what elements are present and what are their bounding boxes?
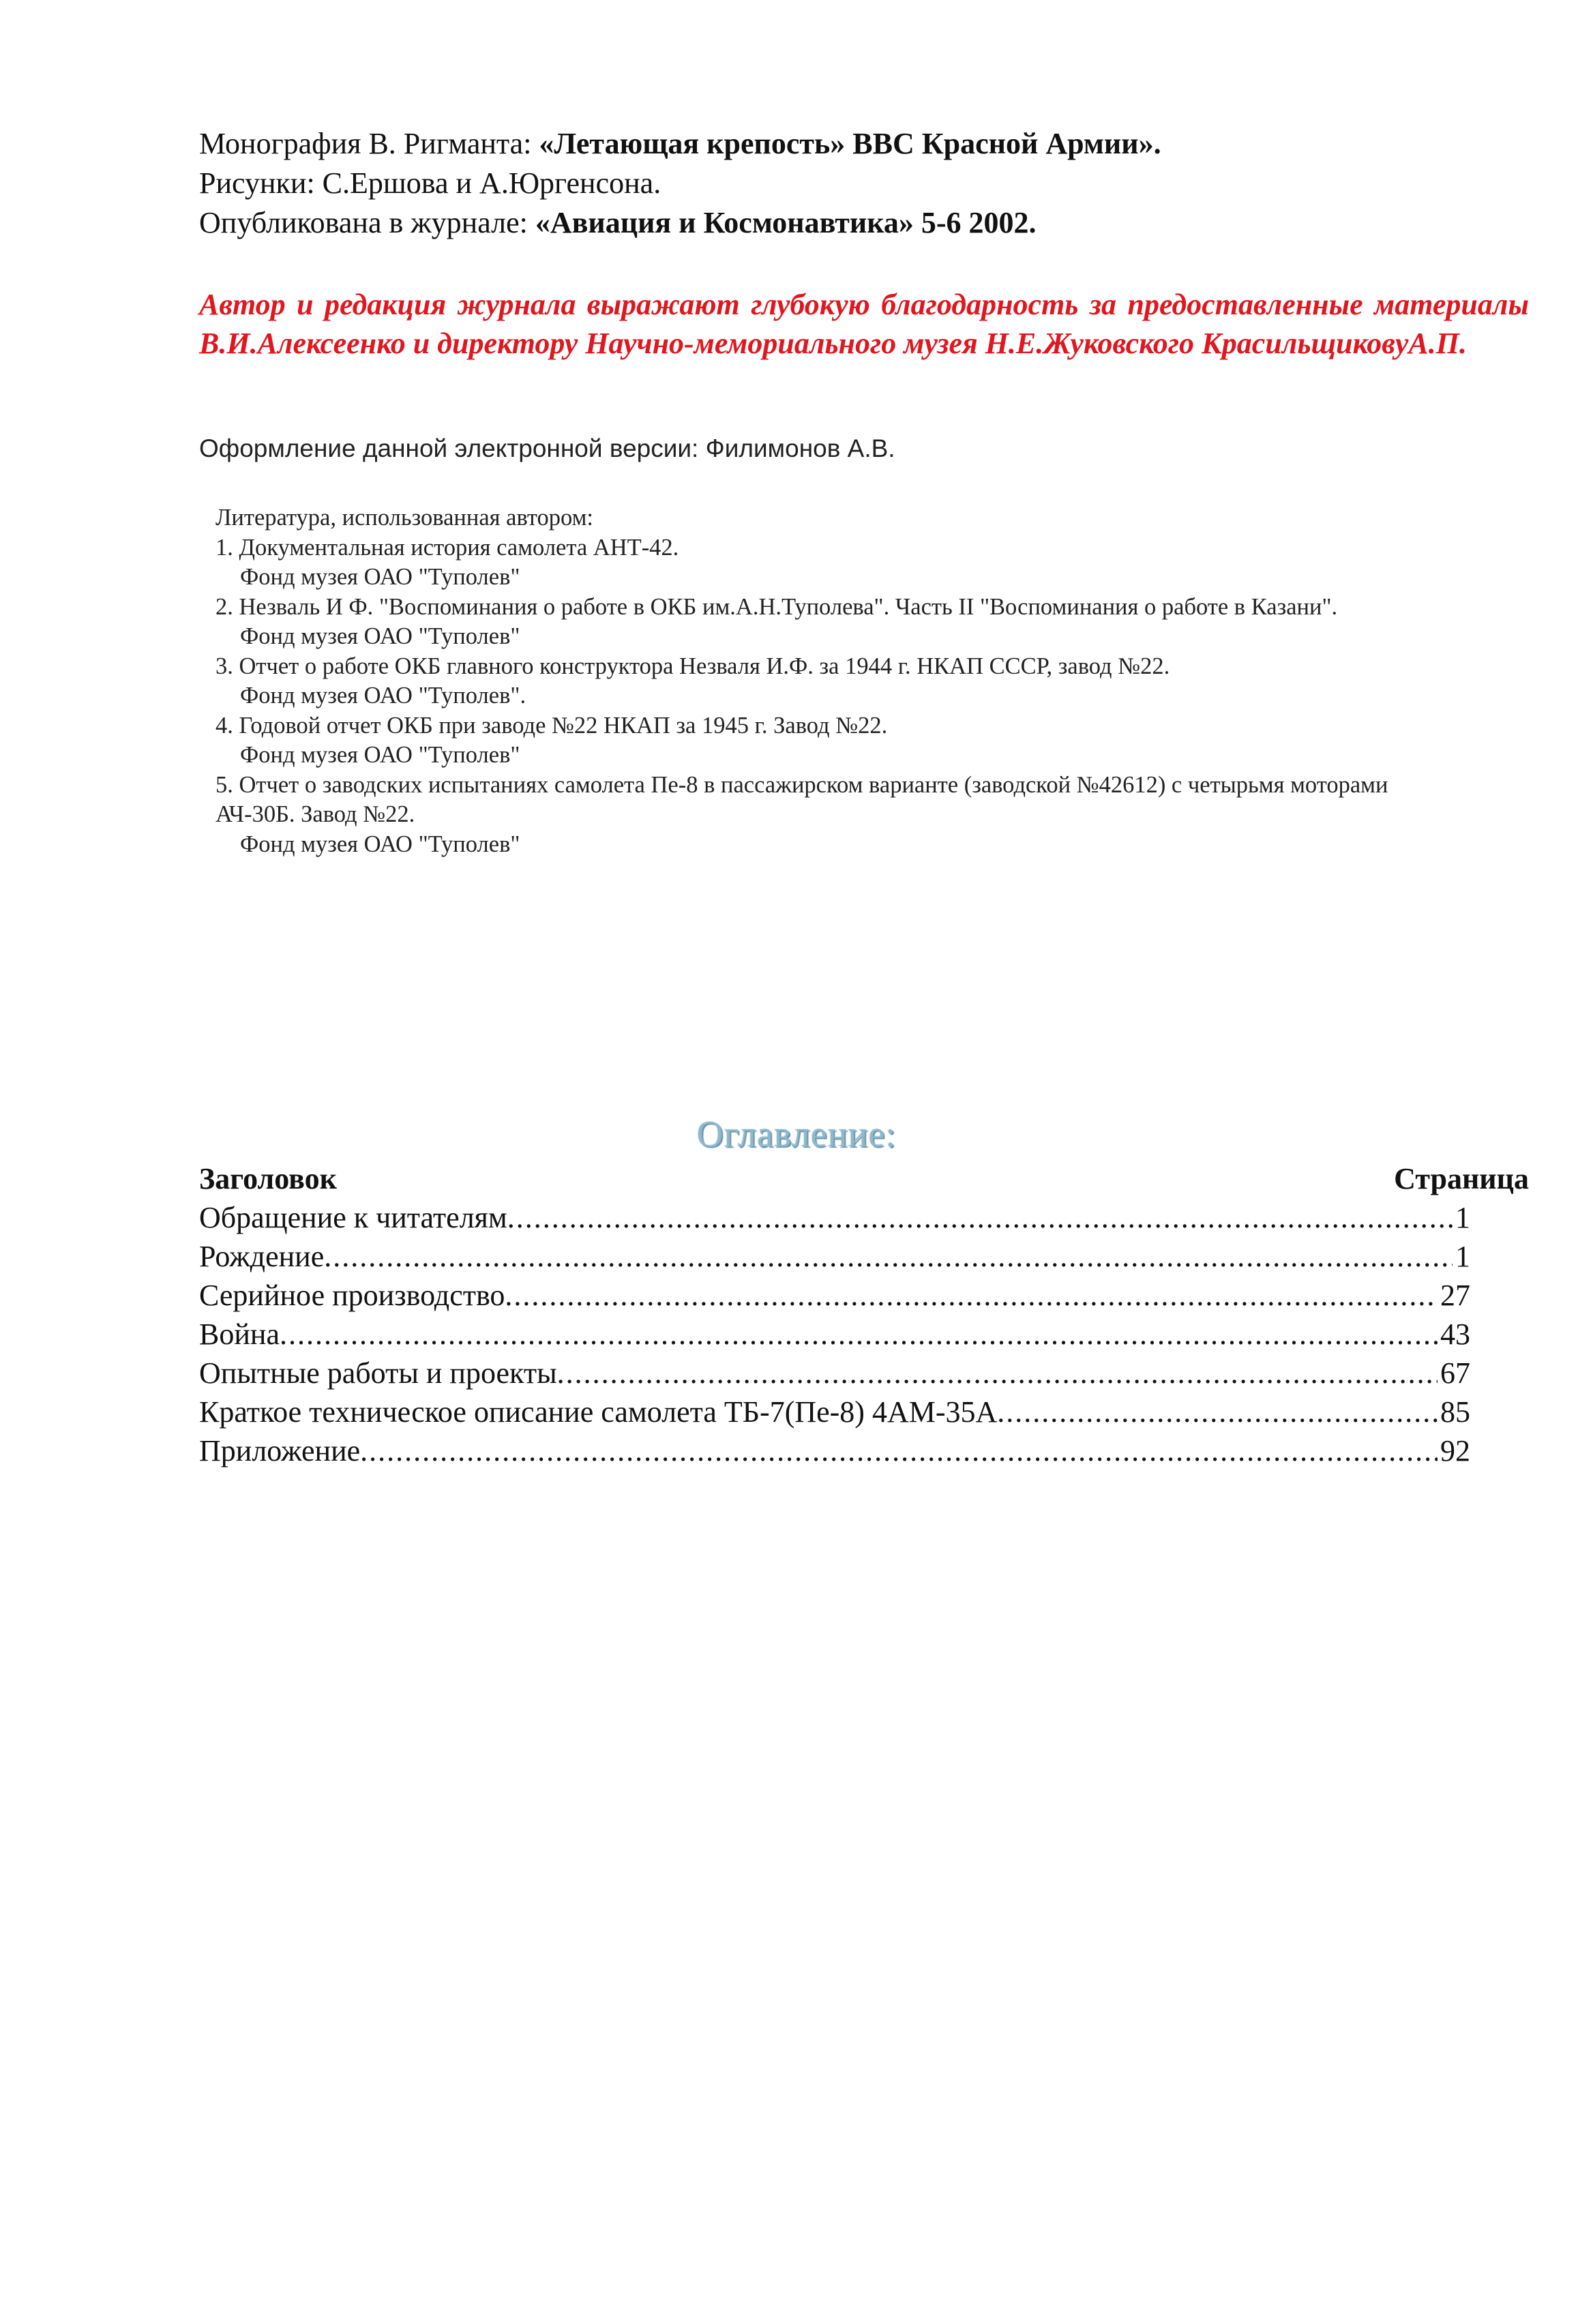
toc-entry-page: 1 xyxy=(1455,1240,1470,1273)
illustrations-line: Рисунки: С.Ершова и А.Юргенсона. xyxy=(199,166,661,200)
literature-item xyxy=(215,771,1525,860)
toc-entry-label: Война xyxy=(199,1317,280,1351)
literature-item-text: 5. Отчет о заводских испытаниях самолета Пе-8 в пассажирском варианте (заводской №42612) с четырьмя моторами xyxy=(215,771,1388,798)
acknowledgement-text: Автор и редакция журнала выражают глубокую благодарность за предоставленные материалы В.И.Алексеенко и директору Научно-мемориального музея Н.Е.Жуковского КрасильщиковуА.П. xyxy=(199,288,1529,360)
toc-header xyxy=(199,1159,1529,1198)
toc-leader-dots xyxy=(507,1198,1453,1237)
literature-list xyxy=(215,503,1525,859)
design-note: Оформление данной электронной версии: Филимонов А.В. xyxy=(199,434,895,462)
toc-entry[interactable] xyxy=(199,1431,1470,1470)
toc-entry[interactable] xyxy=(199,1392,1470,1431)
toc-entry[interactable] xyxy=(199,1237,1470,1276)
toc-entry-label: Рождение xyxy=(199,1240,325,1273)
monograph-line xyxy=(199,124,1529,164)
literature-item xyxy=(215,593,1525,652)
literature-item-source: Фонд музея ОАО "Туполев" xyxy=(240,831,520,857)
toc-entry[interactable] xyxy=(199,1276,1470,1315)
toc-entry-page: 27 xyxy=(1440,1279,1470,1312)
toc-title: Оглавление: xyxy=(696,1114,897,1154)
literature-item-source: Фонд музея ОАО "Туполев". xyxy=(240,683,526,709)
literature-item-source: Фонд музея ОАО "Туполев" xyxy=(240,564,520,590)
toc-leader-dots xyxy=(324,1237,1453,1276)
literature-item xyxy=(215,533,1525,593)
literature-item-text: 3. Отчет о работе ОКБ главного конструктора Незваля И.Ф. за 1944 г. НКАП СССР, завод №22. xyxy=(215,653,1170,679)
literature-item-text: 4. Годовой отчет ОКБ при заводе №22 НКАП за 1945 г. Завод №22. xyxy=(215,712,888,739)
published-prefix: Опубликована в журнале: xyxy=(199,206,535,239)
literature-item-source: Фонд музея ОАО "Туполев" xyxy=(240,623,520,649)
toc-leader-dots xyxy=(997,1392,1438,1431)
published-line xyxy=(199,203,1529,243)
toc-heading-column: Заголовок xyxy=(199,1162,337,1195)
literature-item-text-continued: АЧ-30Б. Завод №22. xyxy=(215,801,415,827)
toc-entry-label: Опытные работы и проекты xyxy=(199,1356,557,1390)
literature-item xyxy=(215,652,1525,711)
toc-entry[interactable] xyxy=(199,1198,1470,1237)
literature-heading: Литература, использованная автором: xyxy=(215,505,594,531)
toc-entry-page: 67 xyxy=(1440,1356,1470,1390)
toc-entry-label: Серийное производство xyxy=(199,1279,505,1312)
journal-title: «Авиация и Космонавтика» 5-6 2002. xyxy=(535,206,1037,239)
toc-entry-page: 85 xyxy=(1440,1395,1470,1429)
toc-entry-page: 92 xyxy=(1440,1434,1470,1468)
toc-entry-label: Приложение xyxy=(199,1434,361,1468)
toc-leader-dots xyxy=(557,1354,1438,1392)
toc-entry[interactable] xyxy=(199,1315,1470,1354)
monograph-title: «Летающая крепость» ВВС Красной Армии». xyxy=(539,127,1161,160)
literature-item-text: 1. Документальная история самолета АНТ-42. xyxy=(215,534,679,561)
literature-item-text: 2. Незваль И Ф. "Воспоминания о работе в ОКБ им.А.Н.Туполева". Часть II "Воспоминания о работе в Казани". xyxy=(215,593,1338,620)
toc-entry-page: 43 xyxy=(1440,1317,1470,1351)
table-of-contents xyxy=(199,1159,1529,1470)
monograph-prefix: Монография В. Ригманта: xyxy=(199,127,539,160)
toc-leader-dots xyxy=(505,1276,1438,1315)
toc-leader-dots xyxy=(280,1315,1438,1354)
toc-entry[interactable] xyxy=(199,1354,1470,1392)
literature-item-source: Фонд музея ОАО "Туполев" xyxy=(240,742,520,768)
toc-entry-label: Обращение к читателям xyxy=(199,1201,507,1234)
credits-block xyxy=(199,124,1529,243)
toc-page-column: Страница xyxy=(1394,1162,1529,1195)
toc-leader-dots xyxy=(360,1431,1438,1470)
toc-entry-label: Краткое техническое описание самолета ТБ-7(Пе-8) 4АМ-35А xyxy=(199,1395,998,1429)
literature-item xyxy=(215,711,1525,771)
toc-entry-page: 1 xyxy=(1455,1201,1470,1234)
